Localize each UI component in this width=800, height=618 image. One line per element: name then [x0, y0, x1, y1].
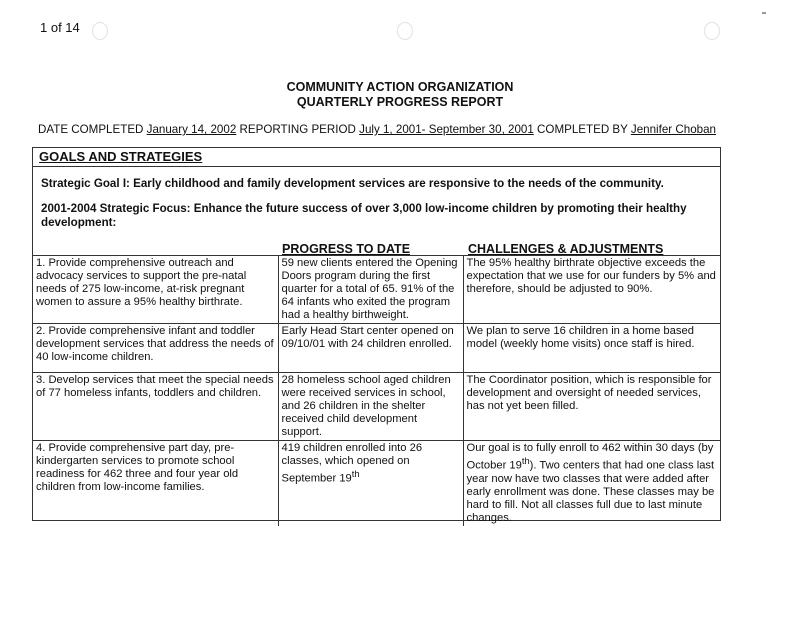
table-row: [33, 373, 720, 441]
table-row: [33, 256, 720, 324]
challenges-text: Our goal is to fully enroll to 462 within 30 days (by October 19: [466, 442, 714, 472]
goal-cell: 1. Provide comprehensive outreach and advocacy services to support the pre-natal needs of 275 low-income, at-risk pregnant women to assure a 95% healthy birthrate.: [33, 256, 278, 324]
date-label: DATE COMPLETED: [38, 123, 144, 136]
table-row: [33, 324, 720, 373]
report-meta-line: [38, 123, 716, 136]
punch-hole-mark: [92, 22, 108, 40]
ordinal-suffix: th: [521, 456, 530, 466]
progress-cell: [278, 441, 463, 526]
period-value: July 1, 2001- September 30, 2001: [359, 123, 534, 136]
progress-cell: 59 new clients entered the Opening Doors program during the first quarter for a total of 65. 91% of the 64 infants who exited the program had a healthy birthweight.: [278, 256, 463, 324]
ordinal-suffix: th: [351, 469, 360, 479]
progress-cell: Early Head Start center opened on 09/10/01 with 24 children enrolled.: [278, 324, 463, 373]
challenges-cell: The 95% healthy birthrate objective exceeds the expectation that we use for our funders by 5% and therefore, should be adjusted to 90%.: [463, 256, 720, 324]
heading-divider: [33, 166, 720, 167]
progress-column-header: PROGRESS TO DATE: [282, 242, 411, 256]
completed-by-value: Jennifer Choban: [630, 123, 717, 136]
progress-table: [33, 255, 720, 526]
goal-cell: 3. Develop services that meet the special needs of 77 homeless infants, toddlers and children.: [33, 373, 278, 441]
report-title: QUARTERLY PROGRESS REPORT: [296, 95, 504, 109]
strategic-focus: 2001-2004 Strategic Focus: Enhance the future success of over 3,000 low-income children by promoting their healthy development:: [41, 202, 687, 229]
date-value: January 14, 2002: [146, 123, 237, 136]
goals-heading: GOALS AND STRATEGIES: [39, 149, 203, 164]
completed-by-label: COMPLETED BY: [537, 123, 628, 136]
challenges-cell: We plan to serve 16 children in a home based model (weekly home visits) once staff is hired.: [463, 324, 720, 373]
goals-box: [32, 147, 721, 524]
punch-hole-mark: [397, 22, 413, 40]
punch-hole-mark: [704, 22, 720, 40]
strategic-goal: Strategic Goal I: Early childhood and family development services are responsive to the needs of the community.: [41, 177, 664, 190]
challenges-cell: [463, 441, 720, 526]
page-number: 1 of 14: [40, 20, 80, 35]
scan-speck: [762, 12, 766, 14]
progress-cell: 28 homeless school aged children were received services in school, and 26 children in the shelter received child development support.: [278, 373, 463, 441]
challenges-column-header: CHALLENGES & ADJUSTMENTS: [468, 242, 664, 256]
challenges-cell: The Coordinator position, which is responsible for development and oversight of needed services, has not yet been filled.: [463, 373, 720, 441]
period-label: REPORTING PERIOD: [239, 123, 356, 136]
progress-text: 419 children enrolled into 26 classes, which opened on September 19: [281, 442, 423, 485]
challenges-text-cont: ). Two centers that had one class last year now have two classes that were added after early enrollment was done. These classes may be hard to fill. Not all classes full due to last minute changes.: [466, 459, 715, 524]
org-title: COMMUNITY ACTION ORGANIZATION: [286, 80, 514, 94]
report-title-block: [0, 80, 800, 110]
table-row: [33, 441, 720, 526]
goal-cell: 2. Provide comprehensive infant and toddler development services that address the needs of 40 low-income children.: [33, 324, 278, 373]
goal-cell: 4. Provide comprehensive part day, pre-kindergarten services to promote school readiness for 462 three and four year old children from low-income families.: [33, 441, 278, 526]
